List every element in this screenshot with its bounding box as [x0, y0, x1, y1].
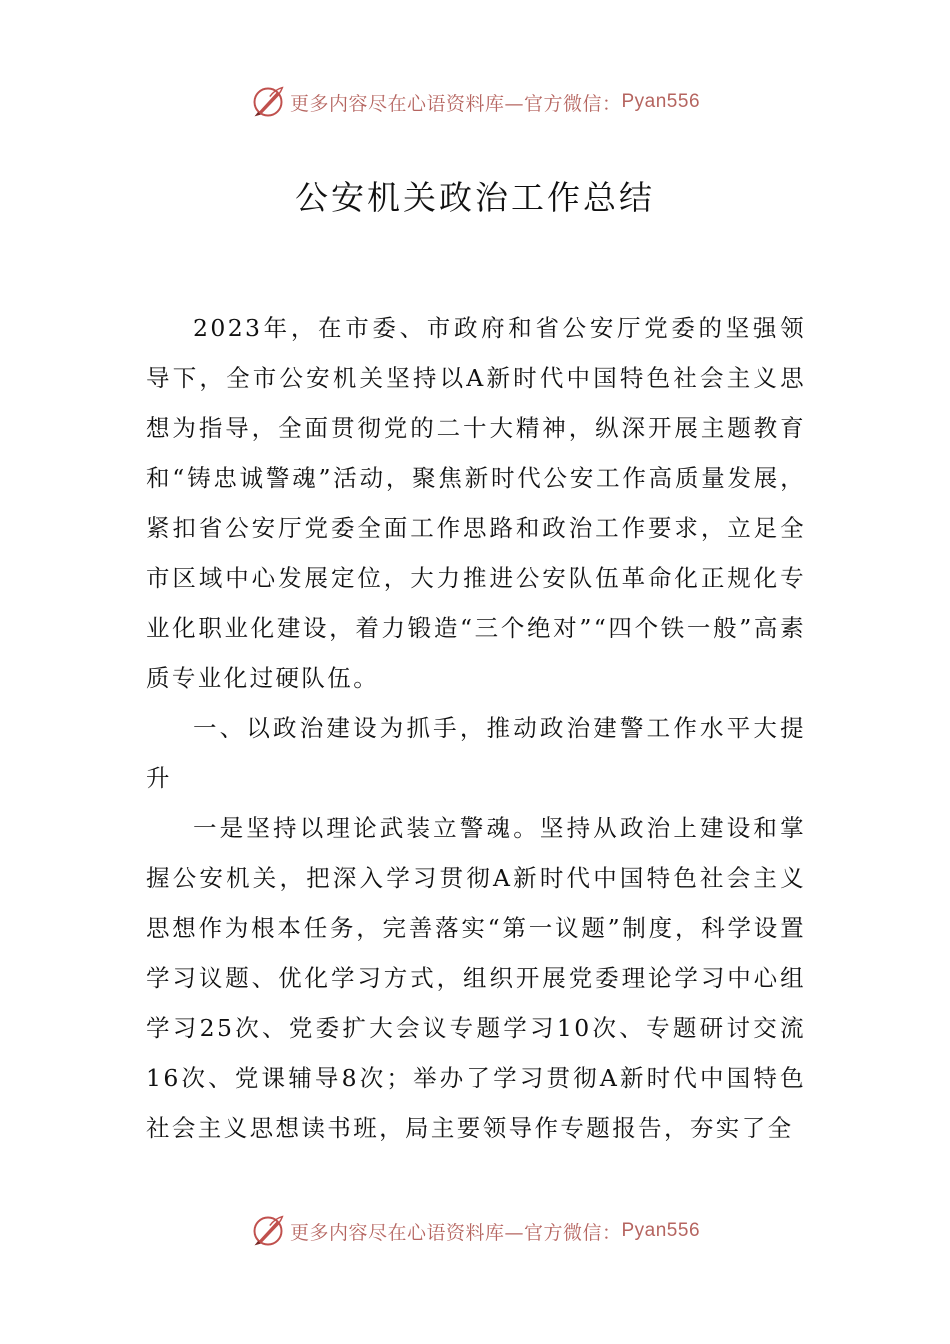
footer-banner [0, 1211, 950, 1251]
header-banner [0, 82, 950, 122]
body-paragraph: 一是坚持以理论武装立警魂。坚持从政治上建设和掌握公安机关，把深入学习贯彻A新时代中国特色社会主义思想作为根本任务，完善落实“第一议题”制度，科学设置学习议题、优化学习方式，组织开展党委理论学习中心组学习25次、党委扩大会议专题学习10次、专题研讨交流16次、党课辅导8次；举办了学习贯彻A新时代中国特色社会主义思想读书班，局主要领导作专题报告，夯实了全 [146, 814, 806, 1142]
document-body [146, 303, 806, 1153]
document-title: 公安机关政治工作总结 [295, 178, 655, 217]
footer-wechat-id: Pyan556 [621, 1220, 701, 1241]
quill-pen-logo-icon [250, 1213, 286, 1249]
intro-paragraph: 2023年，在市委、市政府和省公安厅党委的坚强领导下，全市公安机关坚持以A新时代中国特色社会主义思想为指导，全面贯彻党的二十大精神，纵深开展主题教育和“铸忠诚警魂”活动，聚焦新时代公安工作高质量发展，紧扣省公安厅党委全面工作思路和政治工作要求，立足全市区域中心发展定位，大力推进公安队伍革命化正规化专业化职业化建设，着力锻造“三个绝对”“四个铁一般”高素质专业化过硬队伍。 [146, 314, 806, 692]
header-wechat-id: Pyan556 [621, 91, 701, 112]
section-heading: 一、以政治建设为抓手，推动政治建警工作水平大提升 [146, 714, 806, 792]
footer-banner-text: 更多内容尽在心语资料库—官方微信： [289, 1221, 622, 1244]
quill-pen-logo-icon [250, 84, 286, 120]
header-banner-text: 更多内容尽在心语资料库—官方微信： [289, 92, 622, 115]
